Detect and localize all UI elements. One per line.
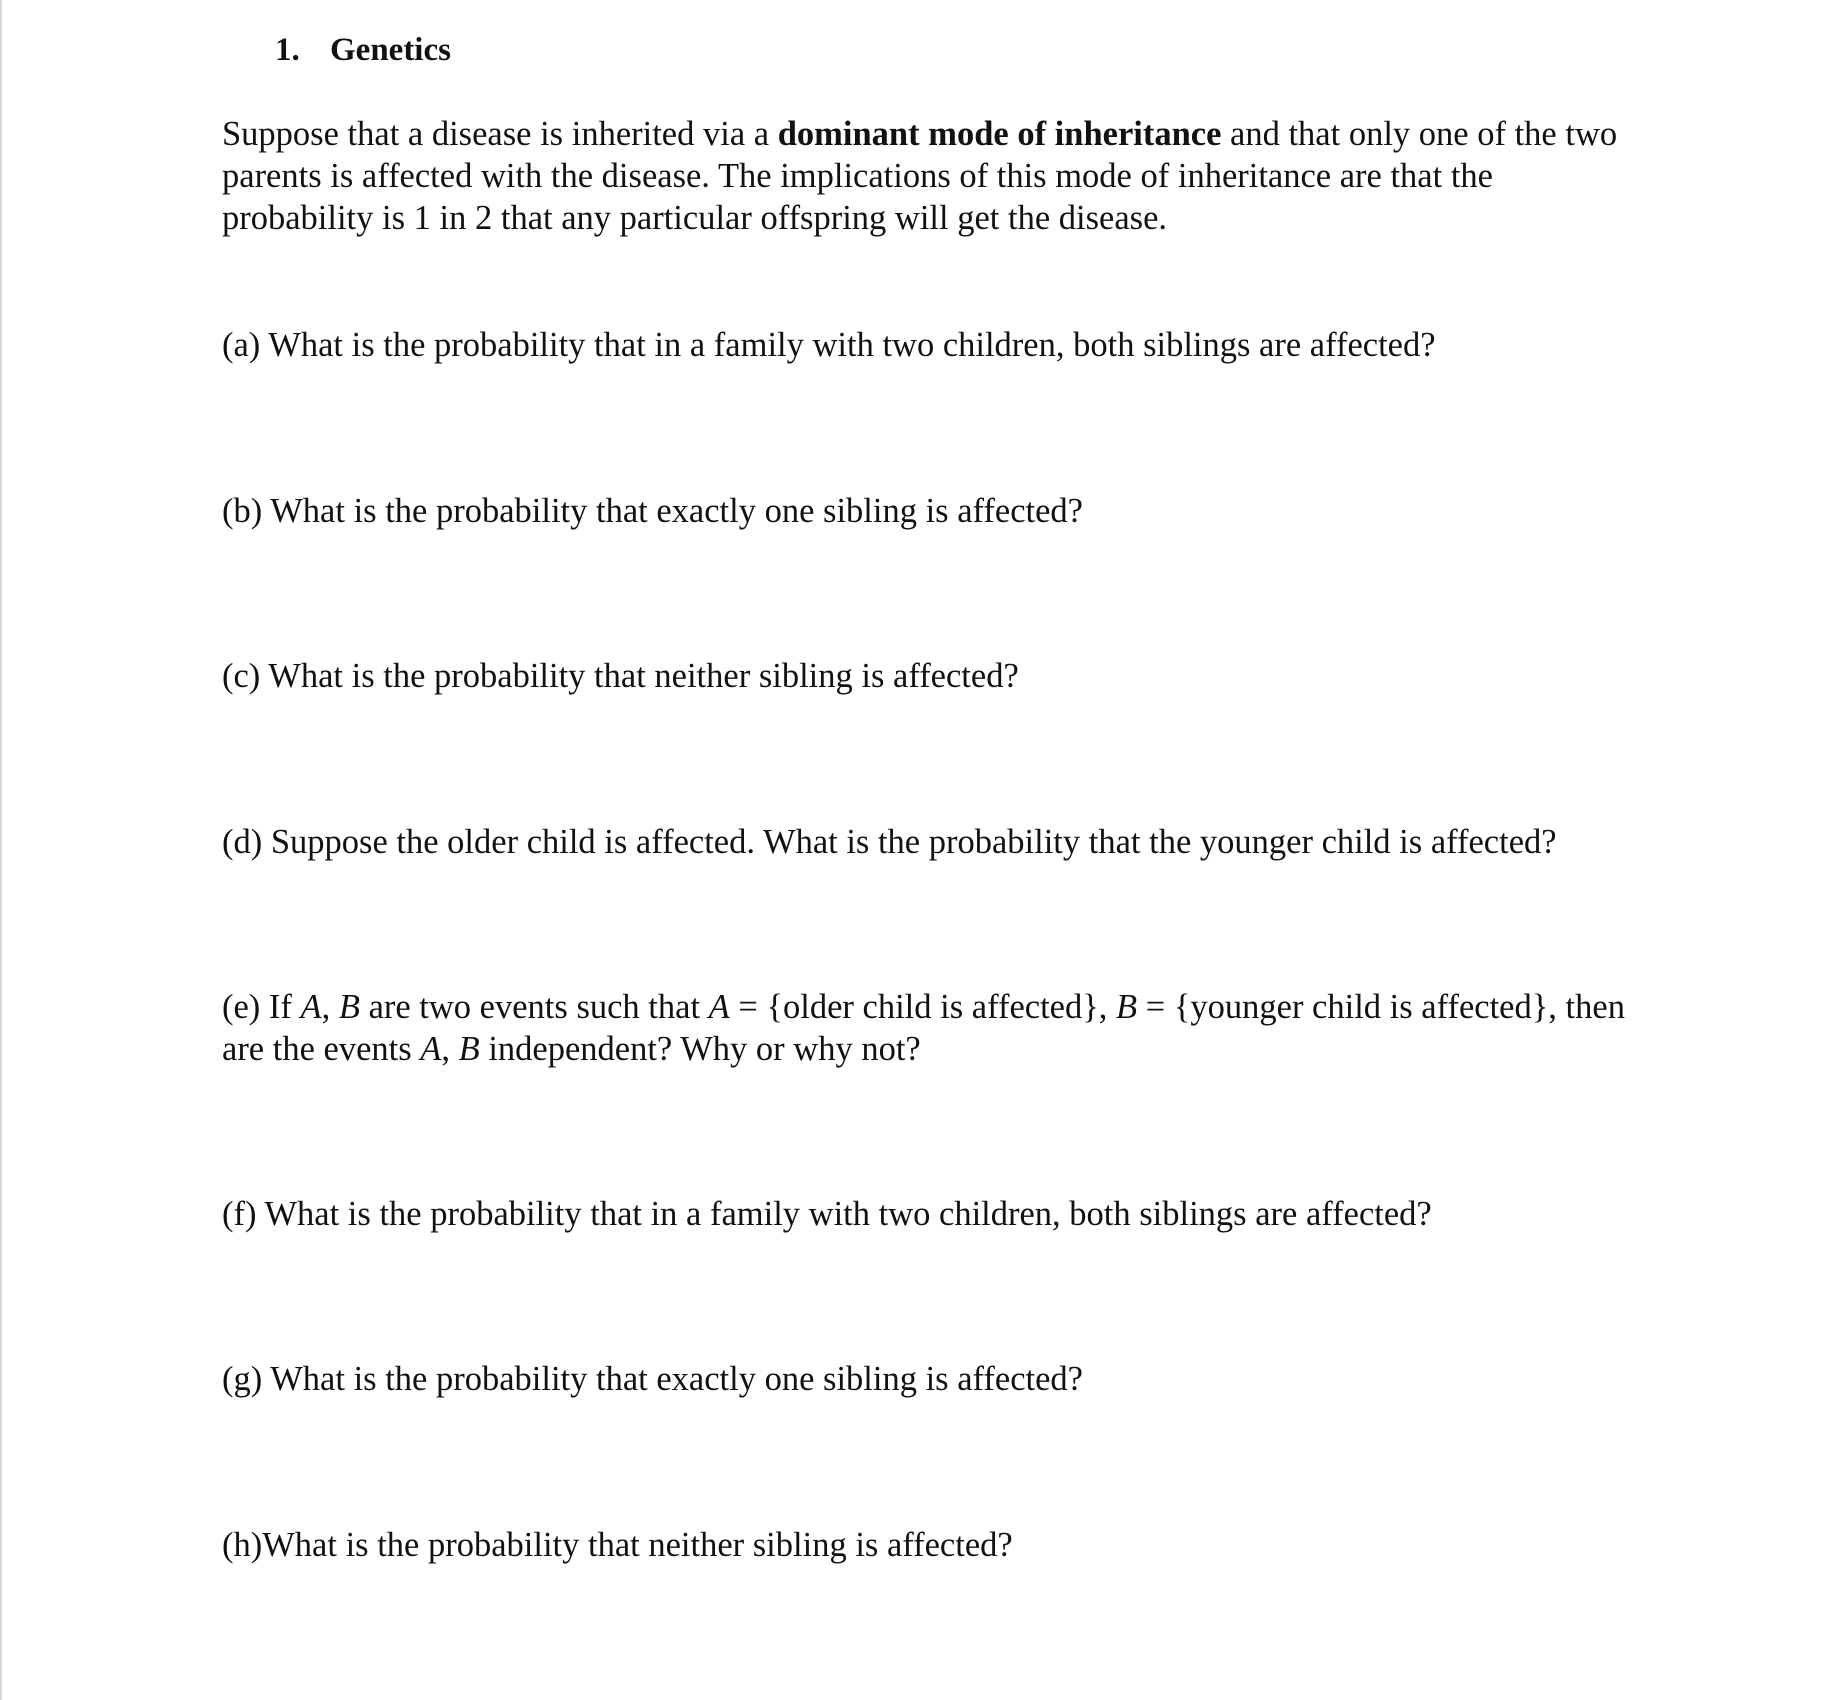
intro-text-start: Suppose that a disease is inherited via a — [222, 115, 778, 153]
question-e — [222, 986, 1642, 1070]
event-a-symbol: A — [300, 988, 322, 1026]
section-number: 1. — [275, 32, 300, 68]
question-e-text-1: (e) If — [222, 988, 301, 1026]
event-b-symbol: B — [458, 1030, 480, 1068]
question-e-text-7: independent? Why or why not? — [479, 1030, 921, 1068]
question-b: (b) What is the probability that exactly one sibling is affected? — [222, 492, 1083, 530]
event-b-symbol: B — [1116, 988, 1138, 1026]
question-e-text-5: = {younger child is affected}, then are the events — [222, 988, 1625, 1068]
question-d: (d) Suppose the older child is affected. What is the probability that the younger child is affected? — [222, 823, 1557, 861]
event-a-symbol: A — [708, 988, 730, 1026]
question-g: (g) What is the probability that exactly one sibling is affected? — [222, 1360, 1083, 1398]
question-a: (a) What is the probability that in a family with two children, both siblings are affected? — [222, 326, 1436, 364]
question-e-text-4: = {older child is affected}, — [729, 988, 1117, 1026]
event-b-symbol: B — [338, 988, 360, 1026]
question-e-text-2: , — [321, 988, 339, 1026]
question-h: (h)What is the probability that neither sibling is affected? — [222, 1526, 1013, 1564]
section-heading — [275, 30, 451, 70]
question-e-text-6: , — [441, 1030, 459, 1068]
question-f: (f) What is the probability that in a family with two children, both siblings are affected? — [222, 1195, 1432, 1233]
event-a-symbol: A — [420, 1030, 442, 1068]
question-c: (c) What is the probability that neither sibling is affected? — [222, 657, 1019, 695]
intro-text-end: and that only one of the two parents is affected with the disease. The implications of this mode of inheritance are that the probability is 1 in 2 that any particular offspring will get the disease. — [222, 115, 1618, 237]
intro-bold-phrase: dominant mode of inheritance — [777, 115, 1222, 153]
section-title: Genetics — [330, 32, 451, 68]
intro-paragraph — [222, 113, 1642, 239]
question-e-text-3: are two events such that — [359, 988, 709, 1026]
